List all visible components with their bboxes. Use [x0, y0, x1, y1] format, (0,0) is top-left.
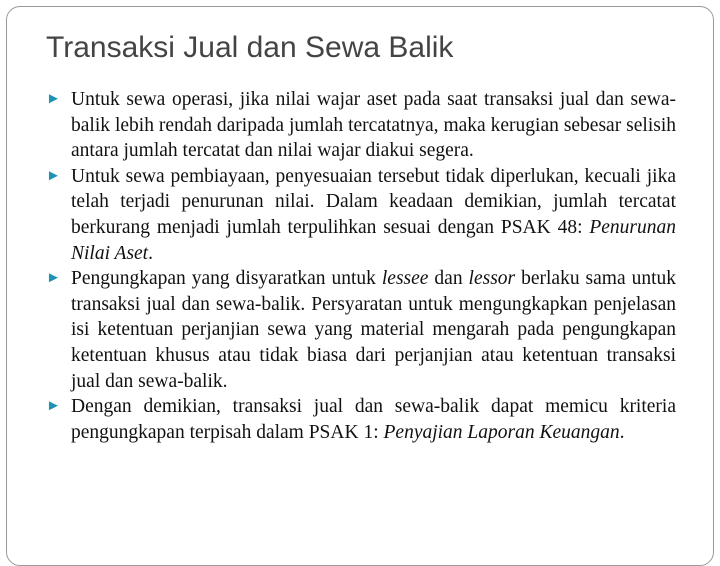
bullet-text-end: .: [619, 421, 625, 443]
bullet-item: [46, 394, 676, 445]
bullet-text: Dengan demikian, transaksi jual dan sewa-balik dapat memicu kriteria pengungkapan terpisah dalam PSAK 1:: [71, 396, 676, 443]
bullet-text: Pengungkapan yang disyaratkan untuk: [71, 268, 382, 290]
bullet-item: [46, 87, 676, 164]
bullet-text-end: berlaku sama untuk transaksi jual dan sewa-balik. Persyaratan untuk mengungkapkan penjelasan isi ketentuan perjanjian sewa yang material mengarah pada pengungkapan ketentuan khusus atau tidak biasa dari perjanjian atau ketentuan transaksi jual dan sewa-balik.: [71, 268, 676, 392]
slide-title: Transaksi Jual dan Sewa Balik: [46, 31, 454, 64]
bullet-list: [46, 87, 676, 445]
triangle-bullet-icon: ►: [46, 91, 61, 107]
triangle-bullet-icon: ►: [46, 398, 61, 415]
bullet-text: Untuk sewa pembiayaan, penyesuaian tersebut tidak diperlukan, kecuali jika telah terjadi penurunan nilai. Dalam keadaan demikian, jumlah tercatat berkurang menjadi jumlah terpulihkan sesuai dengan PSAK 48:: [71, 165, 676, 238]
bullet-item: [46, 266, 676, 394]
bullet-text-end: .: [148, 242, 153, 264]
bullet-italic-term: lessee: [381, 268, 429, 290]
bullet-text-mid: dan: [428, 268, 469, 290]
bullet-italic-reference: Penyajian Laporan Keuangan: [383, 421, 620, 443]
bullet-item: [46, 164, 676, 266]
bullet-italic-reference: Penurunan Nilai Aset: [71, 216, 676, 264]
triangle-bullet-icon: ►: [46, 270, 61, 287]
triangle-bullet-icon: ►: [46, 167, 61, 184]
bullet-italic-term: lessor: [468, 268, 516, 290]
bullet-text: Untuk sewa operasi, jika nilai wajar aset pada saat transaksi jual dan sewa-balik lebih rendah daripada jumlah tercatatnya, maka kerugian sebesar selisih antara jumlah tercatat dan nilai wajar diakui segera.: [71, 89, 676, 162]
